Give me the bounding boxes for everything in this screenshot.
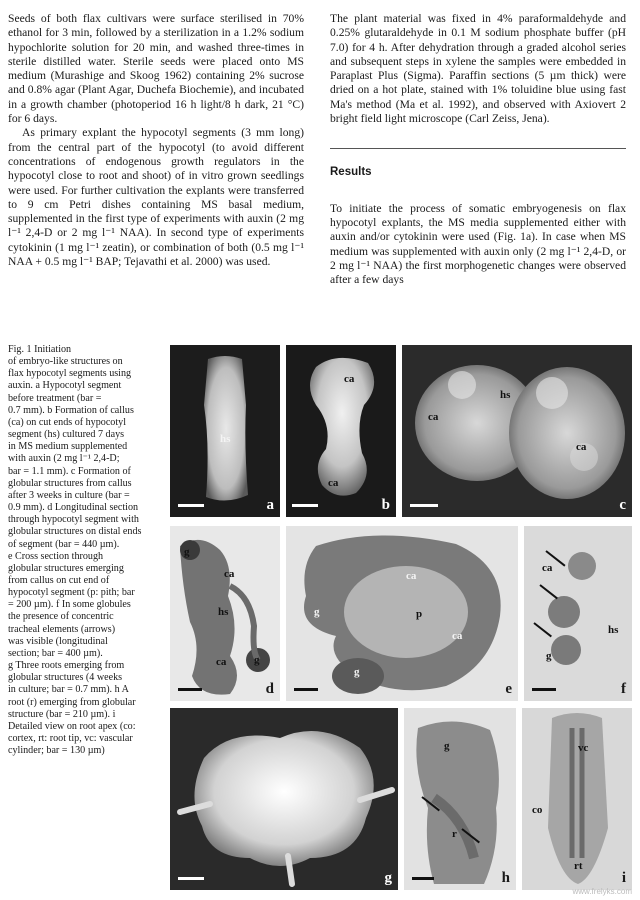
- panel-f-image: [524, 526, 632, 701]
- panel-a-label: a: [266, 497, 274, 513]
- panel-b-tag-ca-bottom: ca: [328, 477, 339, 489]
- figure-panel-f: [524, 526, 632, 701]
- panel-g-image: [170, 708, 398, 890]
- figure-panel-h: [404, 708, 516, 890]
- panel-i-tag-vc: vc: [578, 742, 589, 754]
- panel-d-tag-ca-top: ca: [224, 568, 235, 580]
- panel-e-tag-p: p: [416, 608, 423, 620]
- panel-e-image: [286, 526, 518, 701]
- panel-e-tag-ca-bottom: ca: [452, 630, 463, 642]
- paragraph-fixation-method: The plant material was fixed in 4% paraformaldehyde and 0.25% glutaraldehyde in 0.1 M sodium phosphate buffer (pH 7.0) for 4 h. After dehydration through a graded alcohol series and subsequent steps in xylene the samples were embedded in Paraplast Plus (Sigma). Paraffin sections (5 µm thick) were dried on a hot plate, stained with 1% toluidine blue using fast Ma's method (Ma et al. 1992), and observed with Axiovert 2 bright field light microscope (Carl Zeiss, Jena).: [330, 12, 626, 126]
- watermark: www.frelyks.com: [572, 887, 632, 896]
- panel-e-tag-ca-top: ca: [406, 570, 417, 582]
- panel-e-tag-g-left: g: [314, 606, 320, 618]
- panel-f-tag-ca: ca: [542, 562, 553, 574]
- panel-b-tag-ca-top: ca: [344, 373, 355, 385]
- paragraph-results-intro: To initiate the process of somatic embryogenesis on flax hypocotyl explants, the MS media supplemented either with auxin and/or cytokinin were used (Fig. 1a). In case when MS medium was supplemented with auxin only (2 mg l⁻¹ 2,4-D, or 2 mg l⁻¹ NAA) the first morphogenetic changes were observed after a few days: [330, 201, 626, 287]
- panel-d-tag-g-top: g: [184, 546, 190, 558]
- left-text-column: [8, 12, 304, 269]
- panel-d-scale-bar: [178, 688, 202, 691]
- panel-a-tag-hs: hs: [220, 433, 231, 445]
- panel-c-scale-bar: [410, 504, 438, 507]
- panel-g-label: g: [384, 870, 392, 886]
- panel-b-image: [286, 345, 396, 517]
- panel-f-tag-g: g: [546, 650, 552, 662]
- panel-h-tag-g: g: [444, 740, 450, 752]
- paragraph-explant-cultivation: As primary explant the hypocotyl segments (3 mm long) from the central part of the hypocotyl (to avoid different concentrations of endogenous growth regulators in the hypocotyl close to root and shoot) of in vitro grown seedlings were used. For further cultivation the explants were transferred to 9 cm Petri dishes containing MS basal medium, supplemented in the first type of experiments with auxin (2 mg l⁻¹ 2,4-D or 2 mg l⁻¹ NAA). In second type of experiments cytokinin (1 mg l⁻¹ zeatin), or combination of both (0.5 mg l⁻¹ NAA + 0.5 mg l⁻¹ BAP; Tejavathi et al. 2000) was used.: [8, 126, 304, 269]
- section-divider: [330, 148, 626, 149]
- panel-c-tag-hs: hs: [500, 389, 511, 401]
- panel-a-scale-bar: [178, 504, 204, 507]
- panel-i-tag-co: co: [532, 804, 543, 816]
- panel-e-tag-g-bottom: g: [354, 666, 360, 678]
- panel-i-tag-rt: rt: [574, 860, 583, 872]
- figure-caption-text: Fig. 1 Initiation of embryo-like structures on flax hypocotyl segments using auxin. a Hypocotyl segment before treatment (bar = 0.7 mm). b Formation of callus (ca) on cut ends of hypocotyl segment (hs) cultured 7 days in MS medium supplemented with auxin (2 mg l⁻¹ 2,4-D; bar = 1.1 mm). c Formation of globular structures from callus after 3 weeks in culture (bar = 0.9 mm). d Longitudinal section through hypocotyl segment with globular structures on distal ends of segment (bar = 440 µm). e Cross section through globular structures emerging from callus on cut end of hypocotyl segment (p: pith; bar = 200 µm). f In some globules the presence of concentric tracheal elements (arrows) was visible (longitudinal section; bar = 400 µm). g Three roots emerging from globular structures (4 weeks in culture; bar = 0.7 mm). h A root (r) emerging from globular structure (bar = 210 µm). i Detailed view on root apex (co: cortex, rt: root tip, vc: vascular cylinder; bar = 130 µm): [8, 344, 142, 757]
- panel-b-label: b: [381, 497, 390, 513]
- panel-c-image: [402, 345, 632, 517]
- panel-a-image: [170, 345, 280, 517]
- panel-h-image: [404, 708, 516, 890]
- right-text-column: [330, 12, 626, 287]
- panel-d-tag-g-bottom: g: [254, 654, 260, 666]
- panel-c-tag-ca-left: ca: [428, 411, 439, 423]
- panel-h-scale-bar: [412, 877, 434, 880]
- panel-b-scale-bar: [292, 504, 318, 507]
- panel-f-tag-hs: hs: [608, 624, 619, 636]
- figure-panel-c: [402, 345, 632, 517]
- figure-panel-b: [286, 345, 396, 517]
- panel-h-label: h: [501, 870, 510, 886]
- figure-panel-e: [286, 526, 518, 701]
- figure-panel-i: [522, 708, 632, 890]
- figure-panel-g: [170, 708, 398, 890]
- panel-c-tag-ca-right: ca: [576, 441, 587, 453]
- panel-e-scale-bar: [294, 688, 318, 691]
- panel-g-scale-bar: [178, 877, 204, 880]
- panel-c-label: c: [619, 497, 626, 513]
- figure-panel-d: [170, 526, 280, 701]
- panel-f-label: f: [621, 681, 626, 697]
- figure-panel-a: [170, 345, 280, 517]
- figure-caption: [8, 344, 158, 757]
- panel-f-scale-bar: [532, 688, 556, 691]
- paragraph-seed-sterilisation: Seeds of both flax cultivars were surface sterilised in 70% ethanol for 3 min, followed by a sterilization in a 1.2% sodium hypochlorite solution for 20 min, and washed three-times in sterile distilled water. Sterile seeds were placed onto MS medium (Murashige and Skoog 1962) containing 2% sucrose and 0.8% agar (Plant Agar, Duchefa Biochemie), and incubated in a growth chamber (photoperiod 16 h light/8 h dark, 21 °C) for 6 days.: [8, 12, 304, 126]
- panel-i-label: i: [621, 870, 626, 886]
- panel-d-label: d: [265, 681, 274, 697]
- panel-d-tag-hs: hs: [218, 606, 229, 618]
- results-heading: Results: [330, 166, 372, 179]
- panel-e-label: e: [505, 681, 512, 697]
- panel-h-tag-r: r: [452, 828, 457, 840]
- panel-d-tag-ca-bottom: ca: [216, 656, 227, 668]
